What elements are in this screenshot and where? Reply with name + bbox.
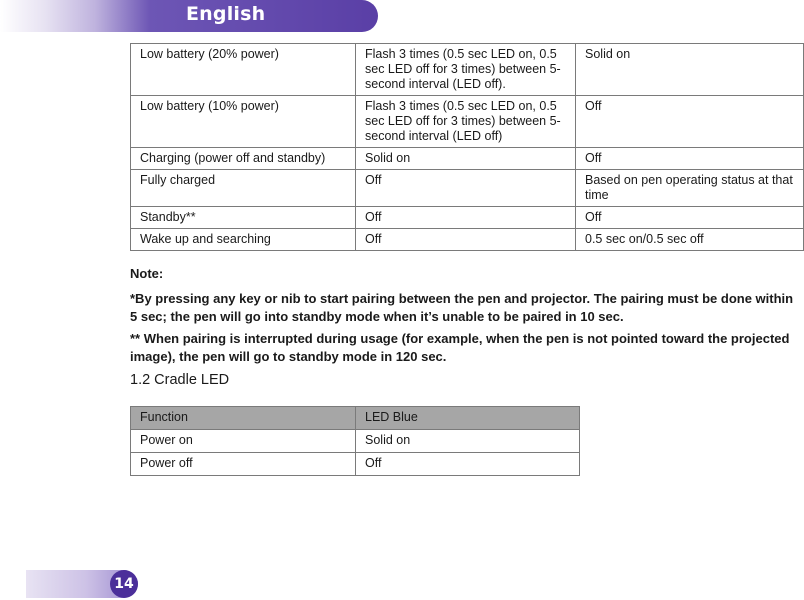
- led-status-cell: Solid on: [356, 430, 580, 453]
- led-status-cell: Off: [356, 207, 576, 229]
- led-status-cell: Based on pen operating status at that time: [576, 170, 804, 207]
- pen-led-table: [130, 43, 804, 251]
- column-header-led: LED Blue: [356, 407, 580, 430]
- led-status-cell: Off: [576, 96, 804, 148]
- led-status-cell: Flash 3 times (0.5 sec LED on, 0.5 sec LED off for 3 times) between 5-second interval (LED off): [356, 96, 576, 148]
- function-cell: Power on: [131, 430, 356, 453]
- state-cell: Charging (power off and standby): [131, 148, 356, 170]
- led-status-cell: Off: [576, 207, 804, 229]
- led-status-cell: Off: [356, 229, 576, 251]
- led-status-cell: Flash 3 times (0.5 sec LED on, 0.5 sec LED off for 3 times) between 5-second interval (LED off).: [356, 44, 576, 96]
- language-label: English: [186, 3, 266, 25]
- table-row: [131, 148, 804, 170]
- column-header-function: Function: [131, 407, 356, 430]
- function-cell: Power off: [131, 453, 356, 476]
- led-status-cell: Off: [576, 148, 804, 170]
- table-row: [131, 96, 804, 148]
- table-row: [131, 44, 804, 96]
- table-header-row: [131, 407, 580, 430]
- section-heading: 1.2 Cradle LED: [130, 372, 230, 388]
- led-status-cell: 0.5 sec on/0.5 sec off: [576, 229, 804, 251]
- state-cell: Fully charged: [131, 170, 356, 207]
- state-cell: Low battery (10% power): [131, 96, 356, 148]
- table-row: [131, 207, 804, 229]
- table-row: [131, 430, 580, 453]
- cradle-led-table: [130, 406, 580, 476]
- note-title: Note:: [130, 266, 164, 281]
- note-pairing: *By pressing any key or nib to start pairing between the pen and projector. The pairing must be done within 5 sec; the pen will go into standby mode when it’s unable to be paired in 10 sec.: [130, 291, 794, 324]
- table-row: [131, 453, 580, 476]
- language-tab: [0, 0, 378, 32]
- led-status-cell: Solid on: [576, 44, 804, 96]
- page-number: 14: [110, 570, 138, 598]
- state-cell: Standby**: [131, 207, 356, 229]
- table-row: [131, 229, 804, 251]
- table-row: [131, 170, 804, 207]
- led-status-cell: Solid on: [356, 148, 576, 170]
- note-interrupted: ** When pairing is interrupted during usage (for example, when the pen is not pointed toward the projected image), the pen will go to standby mode in 120 sec.: [130, 331, 790, 364]
- state-cell: Wake up and searching: [131, 229, 356, 251]
- led-status-cell: Off: [356, 170, 576, 207]
- led-status-cell: Off: [356, 453, 580, 476]
- state-cell: Low battery (20% power): [131, 44, 356, 96]
- notes-section: [130, 266, 802, 370]
